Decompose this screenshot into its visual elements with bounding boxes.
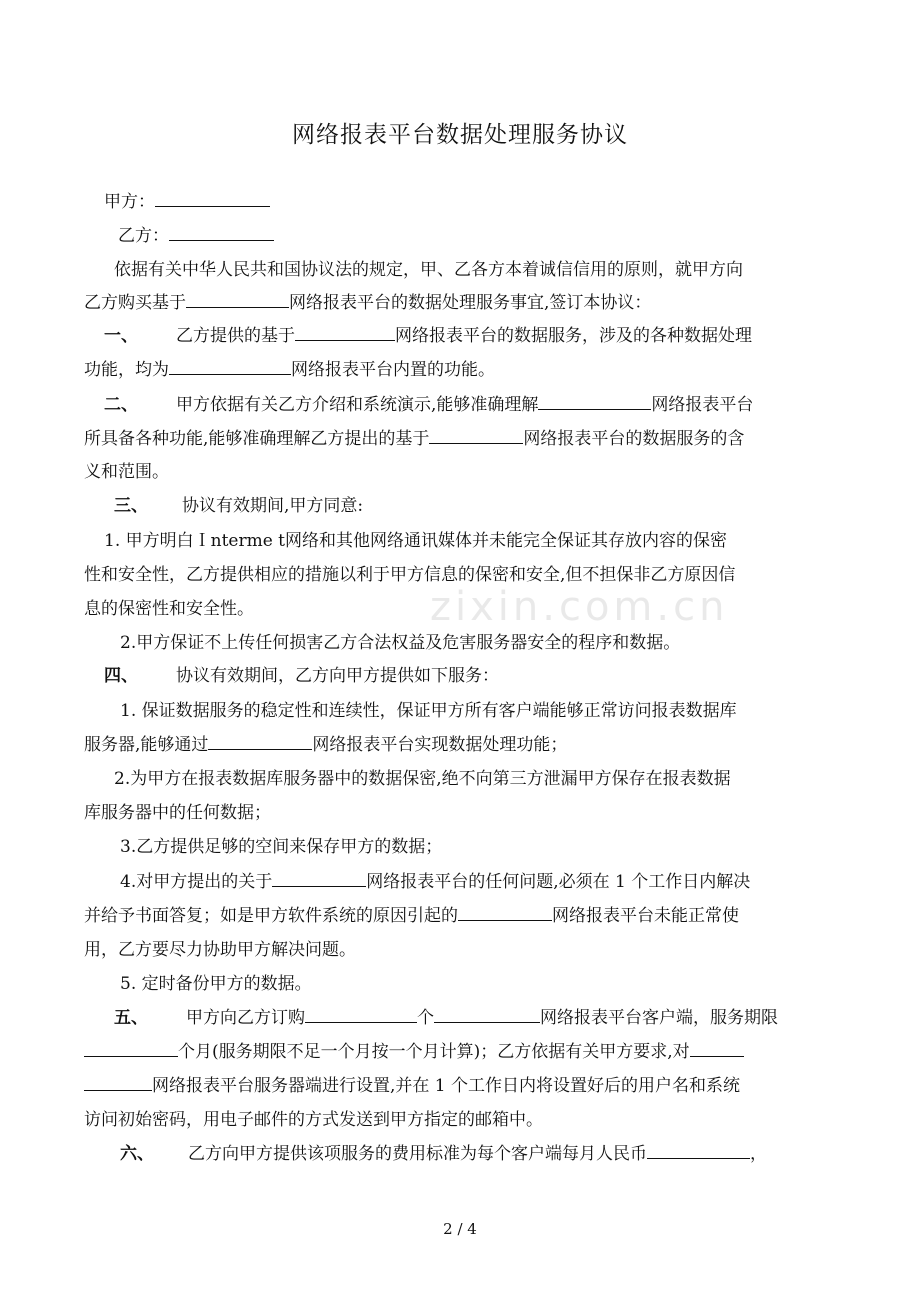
text-segment: 并给予书面答复；如是甲方软件系统的原因引起的: [84, 906, 458, 926]
text-line-s2-1: [104, 393, 753, 417]
text-line-s4-1: [104, 664, 499, 688]
text-segment: 乙方：: [118, 226, 169, 246]
text-segment: 用，乙方要尽力协助甲方解决问题。: [84, 940, 356, 960]
text-segment: 个: [417, 1008, 434, 1028]
text-line-s1-2: [84, 358, 495, 382]
blank-fill-line: [186, 291, 289, 308]
blank-fill-line: [647, 1142, 750, 1159]
text-segment: 网络报表平台的任何问题,必须在 1 个工作日内解决: [366, 872, 751, 892]
text-segment: 4.对甲方提出的关于: [120, 872, 273, 892]
blank-fill-line: [169, 358, 291, 375]
text-line-s4-5: [84, 801, 271, 825]
text-line-s3-5: [120, 631, 680, 655]
text-segment: 网络报表平台的数据处理服务事宜,签订本协议：: [289, 293, 652, 313]
blank-fill-line: [155, 190, 270, 207]
text-segment: 1. 甲方明白Ｉnterme t网络和其他网络通讯媒体并未能完全保证其存放内容的保密: [104, 531, 728, 551]
text-segment: 甲方向乙方订购: [186, 1008, 305, 1028]
text-segment: 网络报表平台未能正常使: [552, 906, 739, 926]
blank-fill-line: [272, 870, 366, 887]
text-segment: 协议有效期间,甲方同意:: [182, 496, 364, 516]
text-line-s4-3: [84, 733, 567, 757]
text-segment: 乙方提供的基于: [176, 326, 295, 346]
blank-fill-line: [295, 324, 395, 341]
blank-fill-line: [305, 1006, 417, 1023]
text-segment: 甲方：: [104, 192, 155, 212]
text-segment: 所具备各种功能,能够准确理解乙方提出的基于: [84, 429, 430, 449]
text-segment: 网络报表平台的数据服务的含: [523, 429, 745, 449]
text-segment: 3.乙方提供足够的空间来保存甲方的数据；: [120, 837, 443, 857]
text-segment: 网络报表平台服务器端进行设置,并在 1 个工作日内将设置好后的用户名和系统: [152, 1076, 741, 1096]
text-line-intro-2: [84, 291, 651, 315]
page-number: 2 / 4: [443, 1220, 477, 1238]
text-line-s5-4: [84, 1108, 543, 1132]
text-line-s3-1: [114, 494, 363, 518]
text-segment: 功能，均为: [84, 360, 169, 380]
text-line-party-b: [118, 224, 274, 248]
text-line-s5-2: [84, 1040, 744, 1064]
blank-fill-line: [434, 1006, 540, 1023]
text-segment: 个月(服务期限不足一个月按一个月计算)；乙方依据有关甲方要求,对: [178, 1042, 690, 1062]
text-segment: 2.为甲方在报表数据库服务器中的数据保密,绝不向第三方泄漏甲方保存在报表数据: [114, 769, 731, 789]
blank-fill-line: [208, 733, 312, 750]
blank-fill-line: [458, 904, 552, 921]
text-line-s4-10: [120, 972, 312, 996]
document-title: 网络报表平台数据处理服务协议: [292, 122, 628, 148]
section-number: 四、: [104, 666, 138, 686]
text-line-s4-8: [84, 904, 739, 928]
blank-fill-line: [84, 1074, 152, 1091]
text-segment: 2.甲方保证不上传任何损害乙方合法权益及危害服务器安全的程序和数据。: [120, 633, 681, 653]
text-segment: 依据有关中华人民共和国协议法的规定，甲、乙各方本着诚信信用的原则，就甲方向: [114, 260, 743, 280]
text-line-s3-2: [104, 529, 727, 553]
text-line-s4-6: [120, 835, 442, 859]
text-line-s2-3: [84, 460, 169, 484]
blank-fill-line: [690, 1040, 744, 1057]
text-line-party-a: [104, 190, 270, 214]
section-number: 二、: [104, 395, 138, 415]
watermark-text: zixin.com.cn: [430, 584, 729, 630]
text-line-s6-1: [120, 1142, 767, 1166]
section-number: 五、: [114, 1008, 148, 1028]
text-segment: 息的保密性和安全性。: [84, 599, 254, 619]
text-line-s3-4: [84, 597, 254, 621]
text-line-s4-9: [84, 938, 356, 962]
blank-fill-line: [169, 224, 274, 241]
text-segment: 乙方购买基于: [84, 293, 186, 313]
text-line-s2-2: [84, 427, 744, 451]
text-line-s4-7: [120, 870, 750, 894]
text-line-s1-1: [104, 324, 752, 348]
text-segment: 性和安全性，乙方提供相应的措施以利于甲方信息的保密和安全,但不担保非乙方原因信: [84, 565, 736, 585]
text-segment: 网络报表平台的数据服务，涉及的各种数据处理: [395, 326, 752, 346]
text-segment: ，: [750, 1144, 767, 1164]
text-line-intro-1: [114, 258, 743, 282]
blank-fill-line: [538, 393, 651, 410]
text-line-s4-2: [120, 699, 737, 723]
text-segment: 协议有效期间，乙方向甲方提供如下服务：: [176, 666, 499, 686]
text-segment: 网络报表平台客户端，服务期限: [540, 1008, 778, 1028]
section-number: 三、: [114, 496, 148, 516]
text-line-s5-1: [114, 1006, 778, 1030]
text-segment: 访问初始密码，用电子邮件的方式发送到甲方指定的邮箱中。: [84, 1110, 543, 1130]
text-line-s5-3: [84, 1074, 740, 1098]
blank-fill-line: [84, 1040, 178, 1057]
blank-fill-line: [429, 427, 523, 444]
text-segment: 义和范围。: [84, 462, 169, 482]
text-segment: 网络报表平台实现数据处理功能；: [312, 735, 568, 755]
text-segment: 服务器,能够通过: [84, 735, 209, 755]
text-segment: 5. 定时备份甲方的数据。: [120, 974, 312, 994]
text-segment: 网络报表平台内置的功能。: [291, 360, 495, 380]
text-segment: 1. 保证数据服务的稳定性和连续性，保证甲方所有客户端能够正常访问报表数据库: [120, 701, 737, 721]
text-segment: 库服务器中的任何数据；: [84, 803, 271, 823]
text-segment: 网络报表平台: [651, 395, 754, 415]
section-number: 六、: [120, 1144, 154, 1164]
section-number: 一、: [104, 326, 138, 346]
text-line-s3-3: [84, 563, 735, 587]
text-segment: 甲方依据有关乙方介绍和系统演示,能够准确理解: [176, 395, 539, 415]
text-segment: 乙方向甲方提供该项服务的费用标准为每个客户端每月人民币: [188, 1144, 647, 1164]
text-line-s4-4: [114, 767, 731, 791]
